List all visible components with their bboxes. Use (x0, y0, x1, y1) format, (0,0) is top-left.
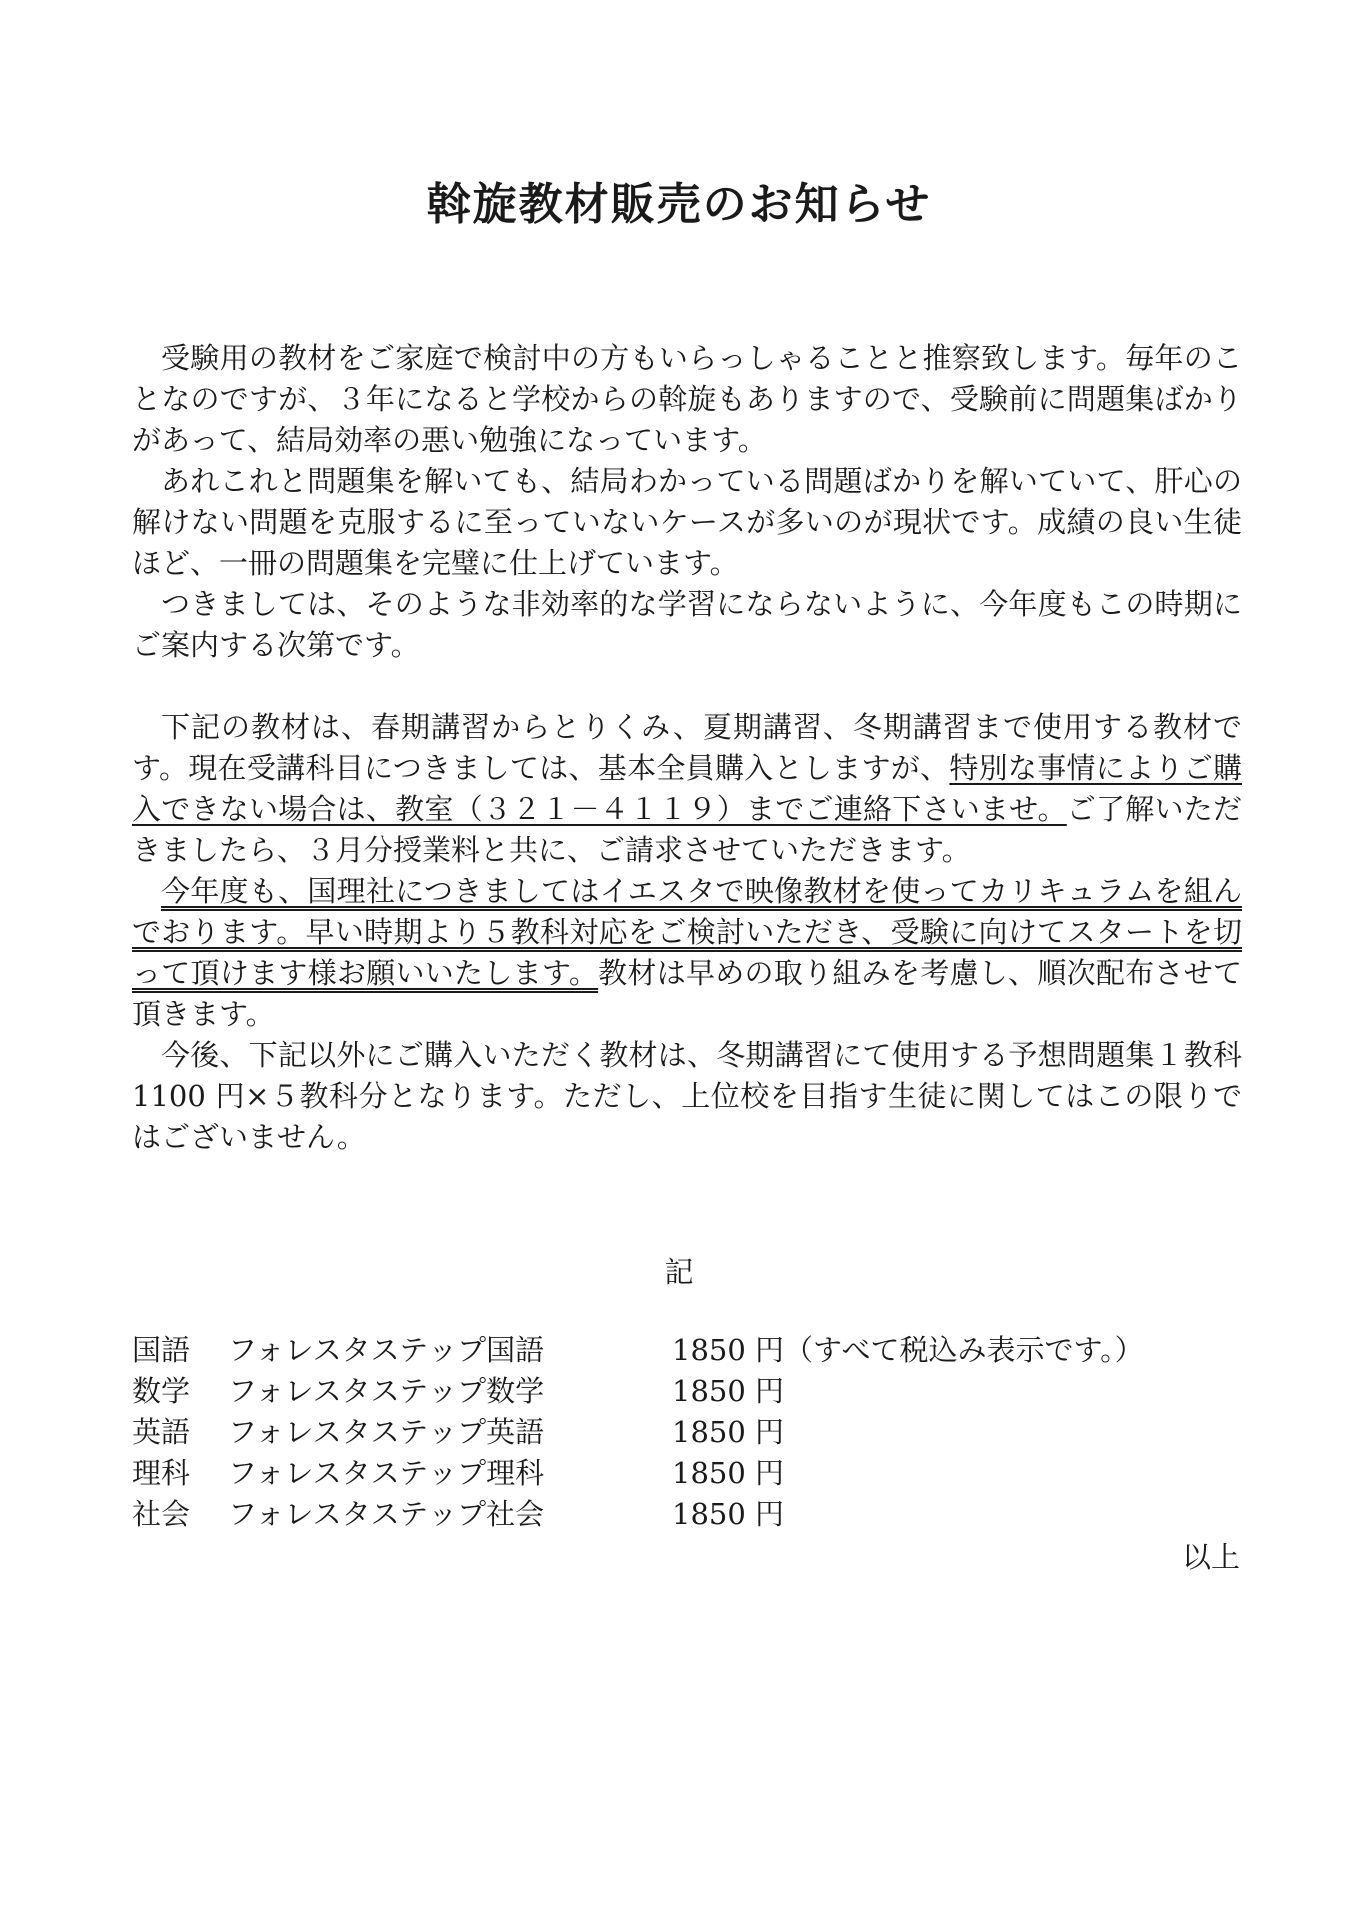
list-item (132, 1371, 1144, 1412)
curriculum-text-b: 教材は早めの取り組みを考慮し、順次配布させて頂きます。 (132, 956, 1242, 1031)
list-item (132, 1412, 1144, 1453)
materials-text-b: ご了解いただきましたら、３月分授業料と共に、ご請求させていただきます。 (132, 792, 1242, 867)
ki-heading: 記 (664, 1255, 694, 1289)
item-price: 1850 円 (672, 1497, 785, 1531)
list-item (132, 1330, 1144, 1371)
materials-text-a: 下記の教材は、春期講習からとりくみ、夏期講習、冬期講習まで使用する教材です。現在受講科目につきましては、基本全員購入としますが、 (132, 710, 1242, 785)
item-price: 1850 円 (672, 1374, 785, 1408)
item-subject: 数学 (132, 1374, 191, 1408)
list-item (132, 1494, 1144, 1535)
closing-ijou: 以上 (1181, 1540, 1240, 1574)
document-title: 斡旋教材販売のお知らせ (426, 179, 932, 230)
item-price: 1850 円 (672, 1415, 785, 1449)
paragraph-problem: あれこれと問題集を解いても、結局わかっている問題ばかりを解いていて、肝心の解けない問題を克服するに至っていないケースが多いのが現状です。成績の良い生徒ほど、一冊の問題集を完璧に仕上げています。 (132, 464, 1242, 580)
item-tax-note: （すべて税込み表示です。） (784, 1333, 1144, 1367)
paragraph-curriculum (132, 871, 1242, 1035)
item-subject: 国語 (132, 1333, 191, 1367)
paragraph-materials (132, 707, 1242, 871)
item-product: フォレスタステップ数学 (228, 1374, 545, 1408)
item-price: 1850 円 (672, 1333, 785, 1367)
paragraph-additional: 今後、下記以外にご購入いただく教材は、冬期講習にて使用する予想問題集１教科 1100 円×５教科分となります。ただし、上位校を目指す生徒に関してはこの限りではございません。 (132, 1038, 1242, 1154)
paragraph-intro: 受験用の教材をご家庭で検討中の方もいらっしゃることと推察致します。毎年のことなのですが、３年になると学校からの斡旋もありますので、受験前に問題集ばかりがあって、結局効率の悪い勉強になっています。 (132, 341, 1242, 457)
contact-notice-underlined: 特別な事情によりご購入できない場合は、教室（３２１－４１１９）までご連絡下さいませ。 (132, 751, 1242, 826)
curriculum-notice-underlined: 今年度も、国理社につきましてはイエスタで映像教材を使ってカリキュラムを組んでおります。早い時期より５教科対応をご検討いただき、受験に向けてスタートを切って頂けます様お願いいたします。 (132, 874, 1242, 990)
paragraph-gap (132, 666, 1242, 707)
item-subject: 社会 (132, 1497, 191, 1531)
paragraph-purpose: つきましては、そのような非効率的な学習にならないように、今年度もこの時期にご案内する次第です。 (132, 587, 1242, 662)
item-product: フォレスタステップ国語 (228, 1333, 545, 1367)
list-item (132, 1453, 1144, 1494)
item-price: 1850 円 (672, 1456, 785, 1490)
document-body (132, 338, 1242, 1158)
item-product: フォレスタステップ社会 (228, 1497, 545, 1531)
item-product: フォレスタステップ英語 (228, 1415, 545, 1449)
item-subject: 理科 (132, 1456, 191, 1490)
item-product: フォレスタステップ理科 (228, 1456, 545, 1490)
materials-list (132, 1330, 1144, 1535)
item-subject: 英語 (132, 1415, 191, 1449)
